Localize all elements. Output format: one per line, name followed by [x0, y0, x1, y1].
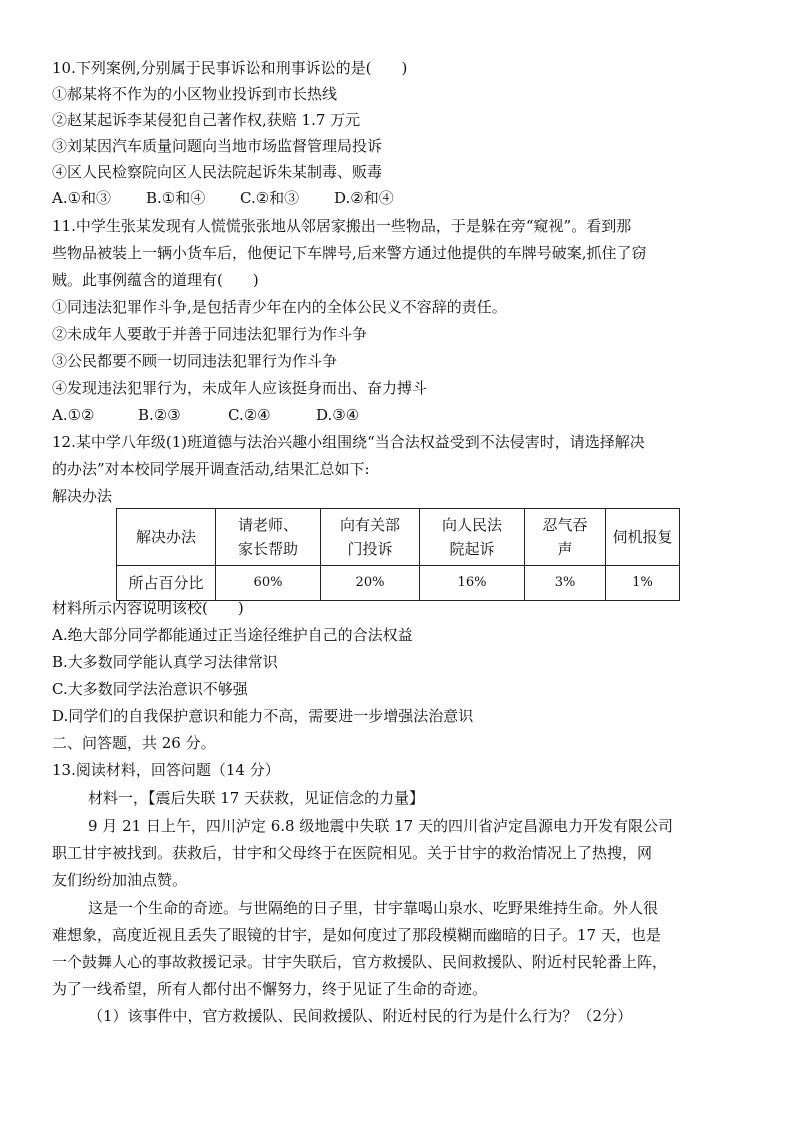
table-header-cell: 伺机报复	[606, 509, 680, 566]
q11-stem-2: 些物品被装上一辆小货车后，他便记下车牌号,后来警方通过他提供的车牌号破案,抓住了窃	[52, 244, 647, 262]
q10-options	[52, 188, 394, 208]
q11-item-3: ③公民都要不顾一切同违法犯罪行为作斗争	[52, 352, 338, 370]
q13-para1-line3: 友们纷纷加油点赞。	[52, 871, 188, 889]
table-header-cell	[216, 509, 321, 566]
q10-item-2: ②赵某起诉李某侵犯自己著作权,获赔 1.7 万元	[52, 111, 361, 129]
section-title: 二、问答题，共 26 分。	[52, 734, 216, 752]
header-line: 门投诉	[347, 540, 393, 558]
q13-para2-line4: 为了一线希望，所有人都付出不懈努力，终于见证了生命的奇迹。	[52, 980, 488, 998]
q10-option-c[interactable]: C.②和③	[240, 189, 300, 207]
q10-item-1: ①郝某将不作为的小区物业投诉到市长热线	[52, 85, 338, 103]
q12-option-b[interactable]: B.大多数同学能认真学习法律常识	[52, 653, 278, 671]
q12-stem-2: 的办法”对本校同学展开调查活动,结果汇总如下:	[52, 460, 370, 478]
table-header-cell	[420, 509, 525, 566]
table-row	[117, 509, 680, 566]
q11-options	[52, 405, 359, 425]
q11-stem-3: 贼。此事例蕴含的道理有( )	[52, 271, 259, 289]
q12-question: 材料所示内容说明该校( )	[52, 599, 244, 617]
q12-stem-1: 12.某中学八年级(1)班道德与法治兴趣小组围绕“当合法权益受到不法侵害时，请选择解决	[52, 433, 645, 451]
q11-item-2: ②未成年人要敢于并善于同违法犯罪行为作斗争	[52, 325, 368, 343]
q11-item-1: ①同违法犯罪作斗争,是包括青少年在内的全体公民义不容辞的责任。	[52, 298, 507, 316]
table-header-cell: 解决办法	[117, 509, 216, 566]
q11-option-c[interactable]: C.②④	[228, 406, 271, 424]
q12-option-c[interactable]: C.大多数同学法治意识不够强	[52, 680, 248, 698]
q11-option-a[interactable]: A.①②	[52, 406, 95, 424]
q13-stem: 13.阅读材料，回答问题（14 分）	[52, 761, 280, 779]
table-header-cell	[321, 509, 420, 566]
q13-para1-line1: 9 月 21 日上午，四川泸定 6.8 级地震中失联 17 天的四川省泸定昌源电力开发有限公司	[88, 817, 673, 835]
q12-option-d[interactable]: D.同学们的自我保护意识和能力不高，需要进一步增强法治意识	[52, 707, 474, 725]
table-header-cell	[525, 509, 606, 566]
table-cell: 3%	[525, 566, 606, 601]
header-line: 院起诉	[449, 540, 495, 558]
header-line: 请老师、	[237, 516, 298, 534]
header-line: 向人民法	[441, 516, 502, 534]
header-line: 家长帮助	[237, 540, 298, 558]
q13-subquestion-1: （1）该事件中，官方救援队、民间救援队、附近村民的行为是什么行为？（2分）	[88, 1007, 633, 1025]
q11-stem-1: 11.中学生张某发现有人慌慌张张地从邻居家搬出一些物品，于是躲在旁“窥视”。看到那	[52, 217, 632, 235]
header-line: 声	[557, 540, 573, 558]
table-cell: 60%	[216, 566, 321, 601]
header-line: 忍气吞	[542, 516, 588, 534]
q10-stem: 10.下列案例,分别属于民事诉讼和刑事诉讼的是( )	[52, 59, 408, 77]
q13-para1-line2: 职工甘宇被找到。获救后，甘宇和父母终于在医院相见。关于甘宇的救治情况上了热搜，网	[52, 844, 653, 862]
q13-para2-line1: 这是一个生命的奇迹。与世隔绝的日子里，甘宇靠喝山泉水、吃野果维持生命。外人很	[88, 899, 659, 917]
q10-option-a[interactable]: A.①和③	[52, 189, 112, 207]
q11-option-d[interactable]: D.③④	[316, 406, 360, 424]
table-cell: 1%	[606, 566, 680, 601]
q13-para2-line3: 一个鼓舞人心的事故救援记录。甘宇失联后，官方救援队、民间救援队、附近村民轮番上阵，	[52, 953, 668, 971]
table-cell: 20%	[321, 566, 420, 601]
q12-option-a[interactable]: A.绝大部分同学都能通过正当途径维护自己的合法权益	[52, 626, 413, 644]
q12-table-caption: 解决办法	[52, 487, 113, 505]
header-line: 向有关部	[339, 516, 400, 534]
q13-para2-line2: 难想象，高度近视且丢失了眼镜的甘宇，是如何度过了那段模糊而幽暗的日子。17 天，也是	[52, 926, 661, 944]
table-row-label: 所占百分比	[117, 566, 216, 601]
survey-table	[116, 508, 680, 601]
q11-item-4: ④发现违法犯罪行为，未成年人应该挺身而出、奋力搏斗	[52, 379, 428, 397]
q10-option-b[interactable]: B.①和④	[146, 189, 206, 207]
q10-item-4: ④区人民检察院向区人民法院起诉朱某制毒、贩毒	[52, 163, 383, 181]
table-cell: 16%	[420, 566, 525, 601]
q10-option-d[interactable]: D.②和④	[334, 189, 394, 207]
q13-material-title: 材料一，【震后失联 17 天获救，见证信念的力量】	[88, 789, 425, 807]
q10-item-3: ③刘某因汽车质量问题向当地市场监督管理局投诉	[52, 137, 383, 155]
q11-option-b[interactable]: B.②③	[138, 406, 181, 424]
table-row	[117, 566, 680, 601]
